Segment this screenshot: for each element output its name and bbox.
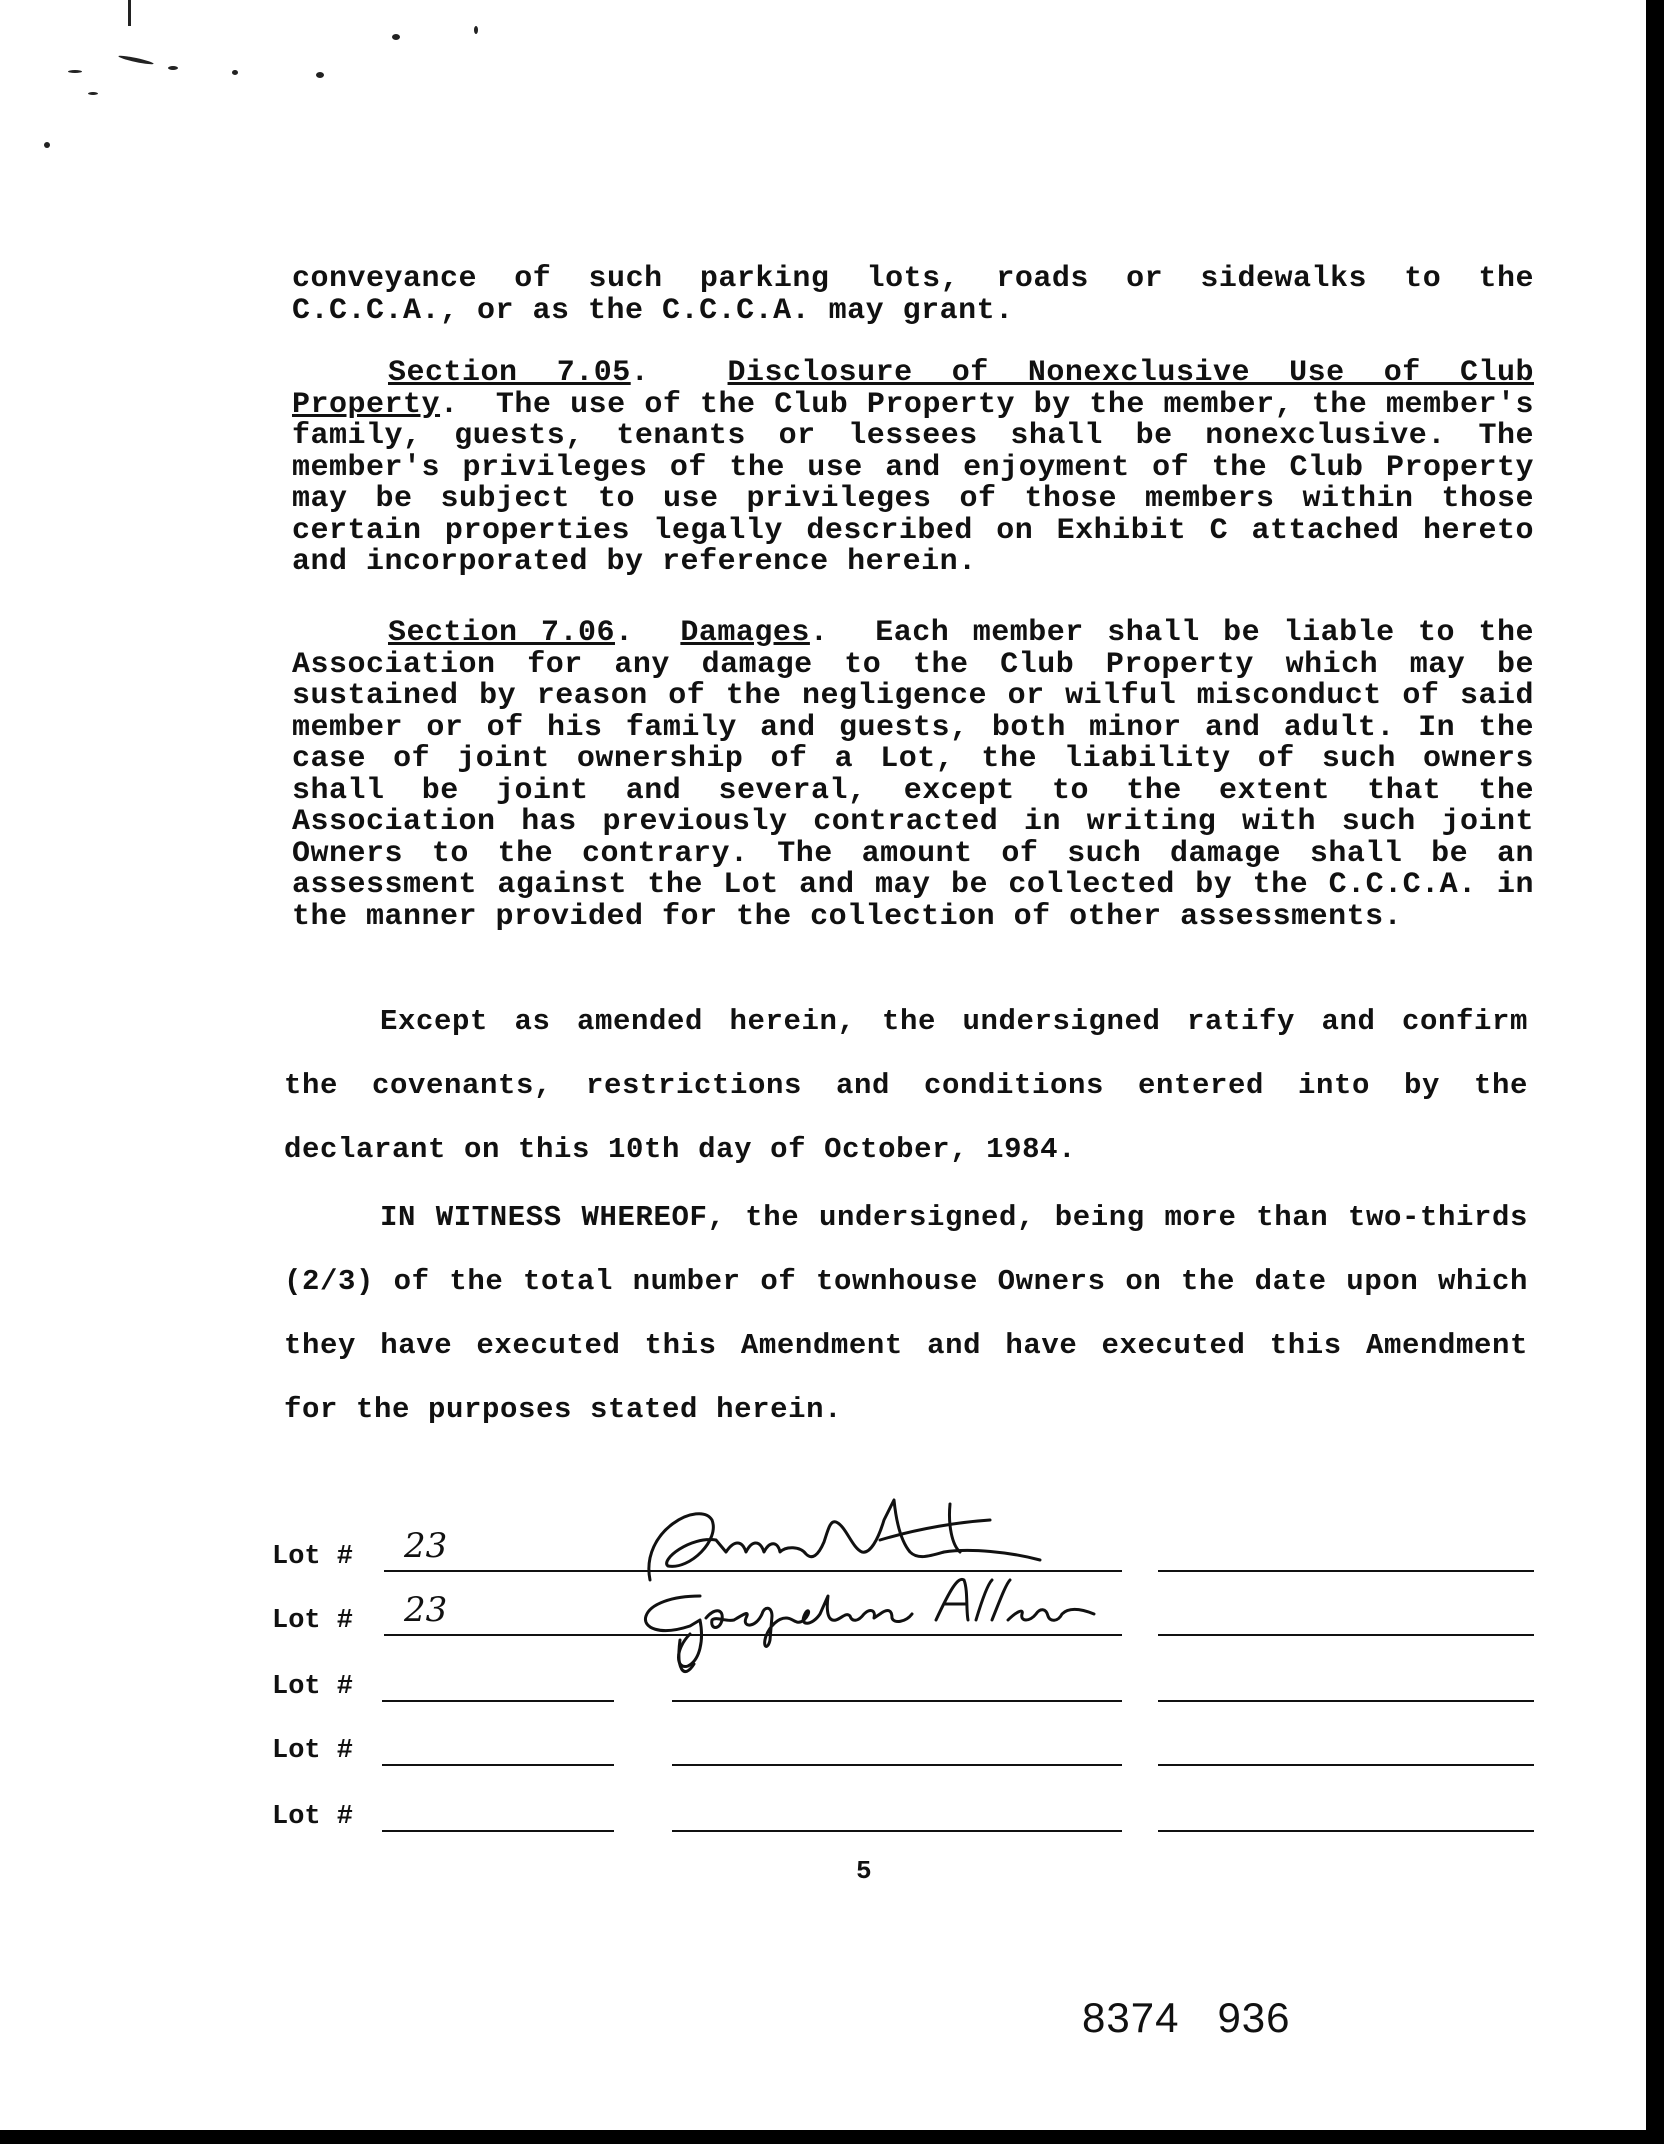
lot-line — [382, 1764, 614, 1766]
signature-line-2 — [1158, 1570, 1534, 1572]
lot-line — [382, 1830, 614, 1832]
lot-label: Lot # — [272, 1736, 354, 1766]
paragraph-text: Except as amended herein, the undersigned ratify and confirm the covenants, restrictions and conditions entered into by the declarant on this 10th day of October, 1984. — [284, 1005, 1528, 1166]
signature-row — [272, 1590, 1534, 1636]
section-7-05: Section 7.05. Disclosure of Nonexclusive Use of Club Property. The use of the Club Property by the member, the member's family, guests, tenants or lessees shall be nonexclusive. The member's privileges of the use and enjoyment of the Club Property may be subject to use privileges of those members within those certain properties legally described on Exhibit C attached hereto and incorporated by reference herein. — [292, 356, 1534, 579]
scan-speck — [68, 70, 82, 73]
signature-row — [272, 1726, 1534, 1766]
scan-speck — [392, 34, 400, 40]
scan-edge-bottom — [0, 2130, 1664, 2144]
lot-number: 23 — [404, 1590, 448, 1630]
lot-label: Lot # — [272, 1802, 354, 1832]
signature-row — [272, 1662, 1534, 1702]
section-text: Each member shall be liable to the Association for any damage to the Club Property which may be sustained by reason of the negligence or wilful misconduct of said member or of his family and guests, both minor and adult. In the case of joint ownership of a Lot, the liability of such owners shall be joint and several, except to the extent that the Association has previously contracted in writing with such joint Owners to the contrary. The amount of such damage shall be an assessment against the Lot and may be collected by the C.C.C.A. in the manner provided for the collection of other assessments. — [292, 616, 1535, 934]
lot-label: Lot # — [272, 1542, 354, 1572]
paragraph-conveyance — [292, 264, 1534, 327]
signature-line-2 — [1158, 1830, 1534, 1832]
signature-line — [672, 1570, 1122, 1572]
paragraph-witness — [284, 1186, 1528, 1442]
paragraph-text: IN WITNESS WHEREOF, the undersigned, being more than two-thirds (2/3) of the total number of townhouse Owners on the date upon which they have executed this Amendment and have executed this Amendment for the purposes stated herein. — [284, 1201, 1528, 1426]
scan-speck — [232, 70, 238, 75]
section-label: Section 7.06 — [388, 616, 615, 650]
lot-label: Lot # — [272, 1672, 354, 1702]
section-heading: Disclosure of Nonexclusive Use of Club Property — [292, 356, 1534, 422]
signature-line — [672, 1634, 1122, 1636]
paragraph-ratify — [284, 990, 1528, 1182]
scan-speck — [168, 66, 178, 70]
signature-line — [672, 1764, 1122, 1766]
lot-label: Lot # — [272, 1606, 354, 1636]
page-number: 5 — [856, 1856, 872, 1886]
signature-line — [672, 1700, 1122, 1702]
signature-line — [672, 1830, 1122, 1832]
lot-line — [382, 1700, 614, 1702]
signature-row — [272, 1792, 1534, 1832]
scan-speck — [44, 142, 50, 148]
section-heading: Damages — [680, 616, 810, 650]
paragraph-text: conveyance of such parking lots, roads or sidewalks to the C.C.C.A., or as the C.C.C.A. may grant. — [292, 262, 1534, 328]
signature-row — [272, 1526, 1534, 1572]
scan-speck — [474, 26, 478, 34]
signature-line-2 — [1158, 1634, 1534, 1636]
signature-line-2 — [1158, 1700, 1534, 1702]
scan-speck — [316, 72, 324, 78]
signature-line-2 — [1158, 1764, 1534, 1766]
section-text: The use of the Club Property by the member, the member's family, guests, tenants or lessees shall be nonexclusive. The member's privileges of the use and enjoyment of the Club Property may be subject to use privileges of those members within those certain properties legally described on Exhibit C attached hereto and incorporated by reference herein. — [292, 387, 1534, 579]
scan-speck — [128, 0, 131, 26]
document-number: 8374 936 — [1082, 1994, 1291, 2041]
scan-edge-right — [1646, 0, 1664, 2144]
scan-speck — [88, 92, 98, 95]
section-7-06: Section 7.06. Damages. Each member shall be liable to the Association for any damage to the Club Property which may be sustained by reason of the negligence or wilful misconduct of said member or of his family and guests, both minor and adult. In the case of joint ownership of a Lot, the liability of such owners shall be joint and several, except to the extent that the Association has previously contracted in writing with such joint Owners to the contrary. The amount of such damage shall be an assessment against the Lot and may be collected by the C.C.C.A. in the manner provided for the collection of other assessments. — [292, 616, 1535, 934]
scan-speck — [118, 54, 154, 65]
lot-number: 23 — [404, 1526, 448, 1566]
section-label: Section 7.05 — [388, 356, 631, 390]
